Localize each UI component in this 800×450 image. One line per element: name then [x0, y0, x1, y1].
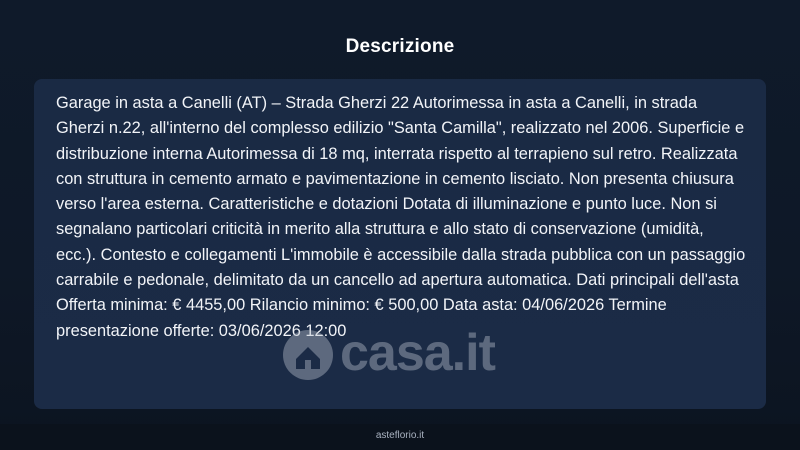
- description-card: [34, 79, 766, 409]
- watermark-text: casa.it: [340, 324, 495, 382]
- description-text: Garage in asta a Canelli (AT) – Strada Gherzi 22 Autorimessa in asta a Canelli, in strada Gherzi n.22, all'interno del complesso edilizio "Santa Camilla", realizzato nel 2006. Superficie e distribuzione interna Autorimessa di 18 mq, interrata rispetto al terrapieno sul retro. Realizzata con struttura in cemento armato e pavimentazione in cemento lisciato. Non presenta chiusura verso l'area esterna. Caratteristiche e dotazioni Dotata di illuminazione e punto luce. Non si segnalano particolari criticità in merito alla struttura e allo stato di conservazione (umidità, ecc.). Contesto e collegamenti L'immobile è accessibile dalla strada pubblica con un passaggio carrabile e pedonale, delimitato da un cancello ad apertura automatica. Dati principali dell'asta Offerta minima: € 4455,00 Rilancio minimo: € 500,00 Data asta: 04/06/2026 Termine presentazione offerte: 03/06/2026 12:00: [56, 94, 746, 340]
- source-credit: asteflorio.it: [375, 430, 425, 441]
- page-title: Descrizione: [345, 36, 455, 57]
